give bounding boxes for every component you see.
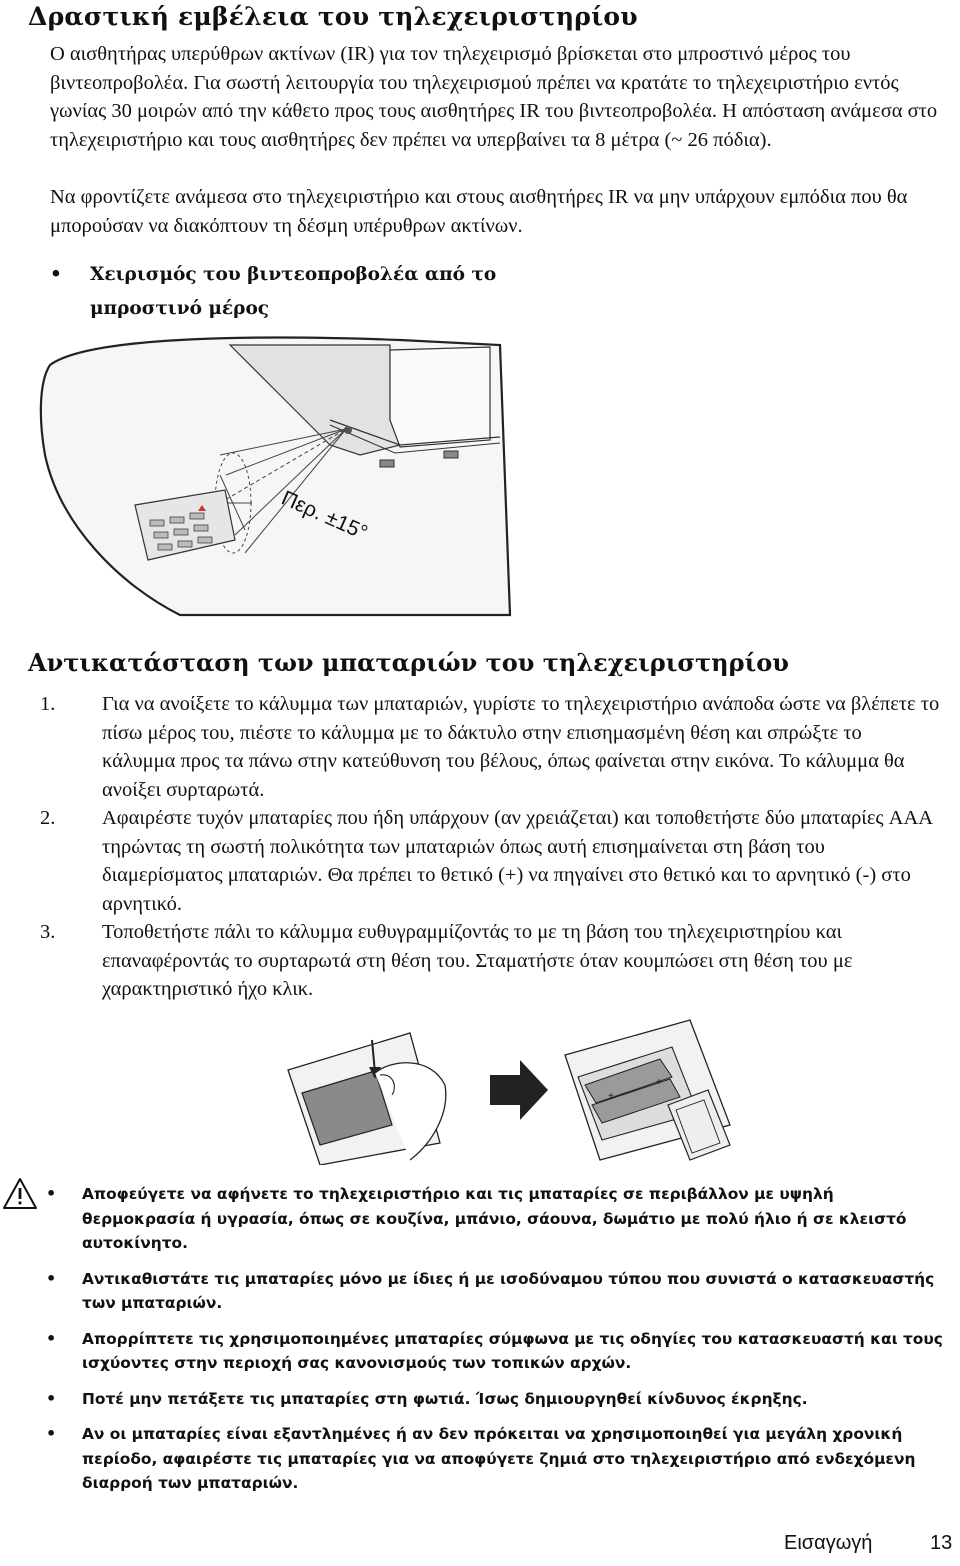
step-item <box>40 918 940 1004</box>
bullet-dot: • <box>50 264 62 285</box>
bullet-dot: • <box>46 1424 57 1443</box>
angle-label: Περ. ±15° <box>277 486 371 545</box>
bullet-dot: • <box>46 1268 57 1288</box>
warning-item <box>40 1387 950 1412</box>
battery-replacement-illustration <box>280 1015 740 1165</box>
svg-text:+: + <box>656 1077 662 1088</box>
step-text: Για να ανοίξετε το κάλυμμα των μπαταριών, γυρίστε το τηλεχειριστήριο ανάποδα ώστε να βλέπετε το πίσω μέρος του, πιέστε το κάλυμμα με το δάκτυλο στην επισημασμένη θέση και σπρώξτε το κάλυμμα προς τα πάνω στην κατεύθυνση του βέλους, όπως φαίνεται στην εικόνα. Το κάλυμμα θα ανοίξει συρταρωτά. <box>102 693 940 801</box>
warning-item <box>40 1182 950 1256</box>
bullet-front-operation-label: Χειρισμός του βιντεοπροβολέα από το μπροστινό μέρος <box>90 264 497 319</box>
step-item <box>40 804 940 918</box>
bullet-front-operation <box>50 258 550 326</box>
step-text: Αφαιρέστε τυχόν μπαταρίες που ήδη υπάρχουν (αν χρειάζεται) και τοποθετήστε δύο μπαταρίες AAA τηρώντας τη σωστή πολικότητα των μπαταριών όπως αυτή επισημαίνεται στη βάση του διαμερίσματος μπαταριών. Θα πρέπει το θετικό (+) να πηγαίνει στο θετικό και το αρνητικό (-) στο αρνητικό. <box>102 807 932 915</box>
paragraph-obstacles: Να φροντίζετε ανάμεσα στο τηλεχειριστήριο και στους αισθητήρες IR να μην υπάρχουν εμπόδια που θα μπορούσαν να διακόπτουν τη δέσμη υπέρυθρων ακτίνων. <box>50 186 908 237</box>
warning-item <box>40 1267 950 1316</box>
bullet-dot: • <box>46 1328 57 1348</box>
battery-steps-list <box>40 690 940 1004</box>
step-number: 2. <box>40 807 56 829</box>
step-text: Τοποθετήστε πάλι το κάλυμμα ευθυγραμμίζοντάς το με τη βάση του τηλεχειριστηρίου και επαναφέροντάς το συρταρωτά στη θέση του. Σταματήστε όταν κουμπώσει στη θέση του με χαρακτηριστικό ήχο κλικ. <box>102 921 853 1000</box>
arrow-right-icon <box>490 1060 548 1120</box>
remote-range-illustration <box>30 325 530 625</box>
warning-text: Αποφεύγετε να αφήνετε το τηλεχειριστήριο και τις μπαταρίες σε περιβάλλον με υψηλή θερμοκρασία ή υγρασία, όπως σε κουζίνα, μπάνιο, σάουνα, δωμάτιο με πολύ ήλιο ή σε κλειστό αυτοκίνητο. <box>82 1185 907 1252</box>
section-title-battery-replacement: Αντικατάσταση των μπαταριών του τηλεχειριστηρίου <box>28 648 789 677</box>
warning-text: Απορρίπτετε τις χρησιμοποιημένες μπαταρίες σύμφωνα με τις οδηγίες του κατασκευαστή και τους ισχύοντες στην περιοχή σας κανονισμούς των τοπικών αρχών. <box>82 1329 943 1372</box>
warning-icon <box>2 1176 38 1212</box>
step-number: 3. <box>40 921 56 943</box>
warning-item <box>40 1422 950 1496</box>
svg-text:+: + <box>608 1091 614 1102</box>
bullet-dot: • <box>46 1184 57 1203</box>
warning-item <box>40 1327 950 1376</box>
step-number: 1. <box>40 693 56 715</box>
page-number: 13 <box>930 1532 953 1554</box>
footer-section-name: Εισαγωγή <box>784 1532 873 1554</box>
paragraph-ir-sensor: Ο αισθητήρας υπερύθρων ακτίνων (IR) για τον τηλεχειρισμό βρίσκεται στο μπροστινό μέρος του βιντεοπροβολέα. Για σωστή λειτουργία του τηλεχειρισμού πρέπει να κρατάτε το τηλεχειριστήριο εντός γωνίας 30 μοιρών από την κάθετο προς τους αισθητήρες IR του βιντεοπροβολέα. Η απόσταση ανάμεσα στο τηλεχειριστήριο και τους αισθητήρες δεν πρέπει να υπερβαίνει τα 8 μέτρα (~ 26 πόδια). <box>50 43 938 151</box>
bullet-dot: • <box>46 1388 57 1408</box>
section-title-remote-range: Δραστική εμβέλεια του τηλεχειριστηρίου <box>28 2 638 31</box>
warning-text: Αν οι μπαταρίες είναι εξαντλημένες ή αν δεν πρόκειται να χρησιμοποιηθεί για μεγάλη χρονική περίοδο, αφαιρέστε τις μπαταρίες για να αποφύγετε ζημιά στο τηλεχειριστήριο από ενδεχόμενη διαρροή των μπαταριών. <box>82 1425 916 1492</box>
remote-back-opening-drawing <box>288 1033 446 1165</box>
warning-text: Αντικαθιστάτε τις μπαταρίες μόνο με ίδιες ή με ισοδύναμου τύπου που συνιστά ο κατασκευαστής των μπαταριών. <box>82 1269 935 1312</box>
step-item <box>40 690 940 804</box>
warnings-list <box>40 1182 950 1507</box>
warning-text: Ποτέ μην πετάξετε τις μπαταρίες στη φωτιά. Ίσως δημιουργηθεί κίνδυνος έκρηξης. <box>82 1389 808 1408</box>
